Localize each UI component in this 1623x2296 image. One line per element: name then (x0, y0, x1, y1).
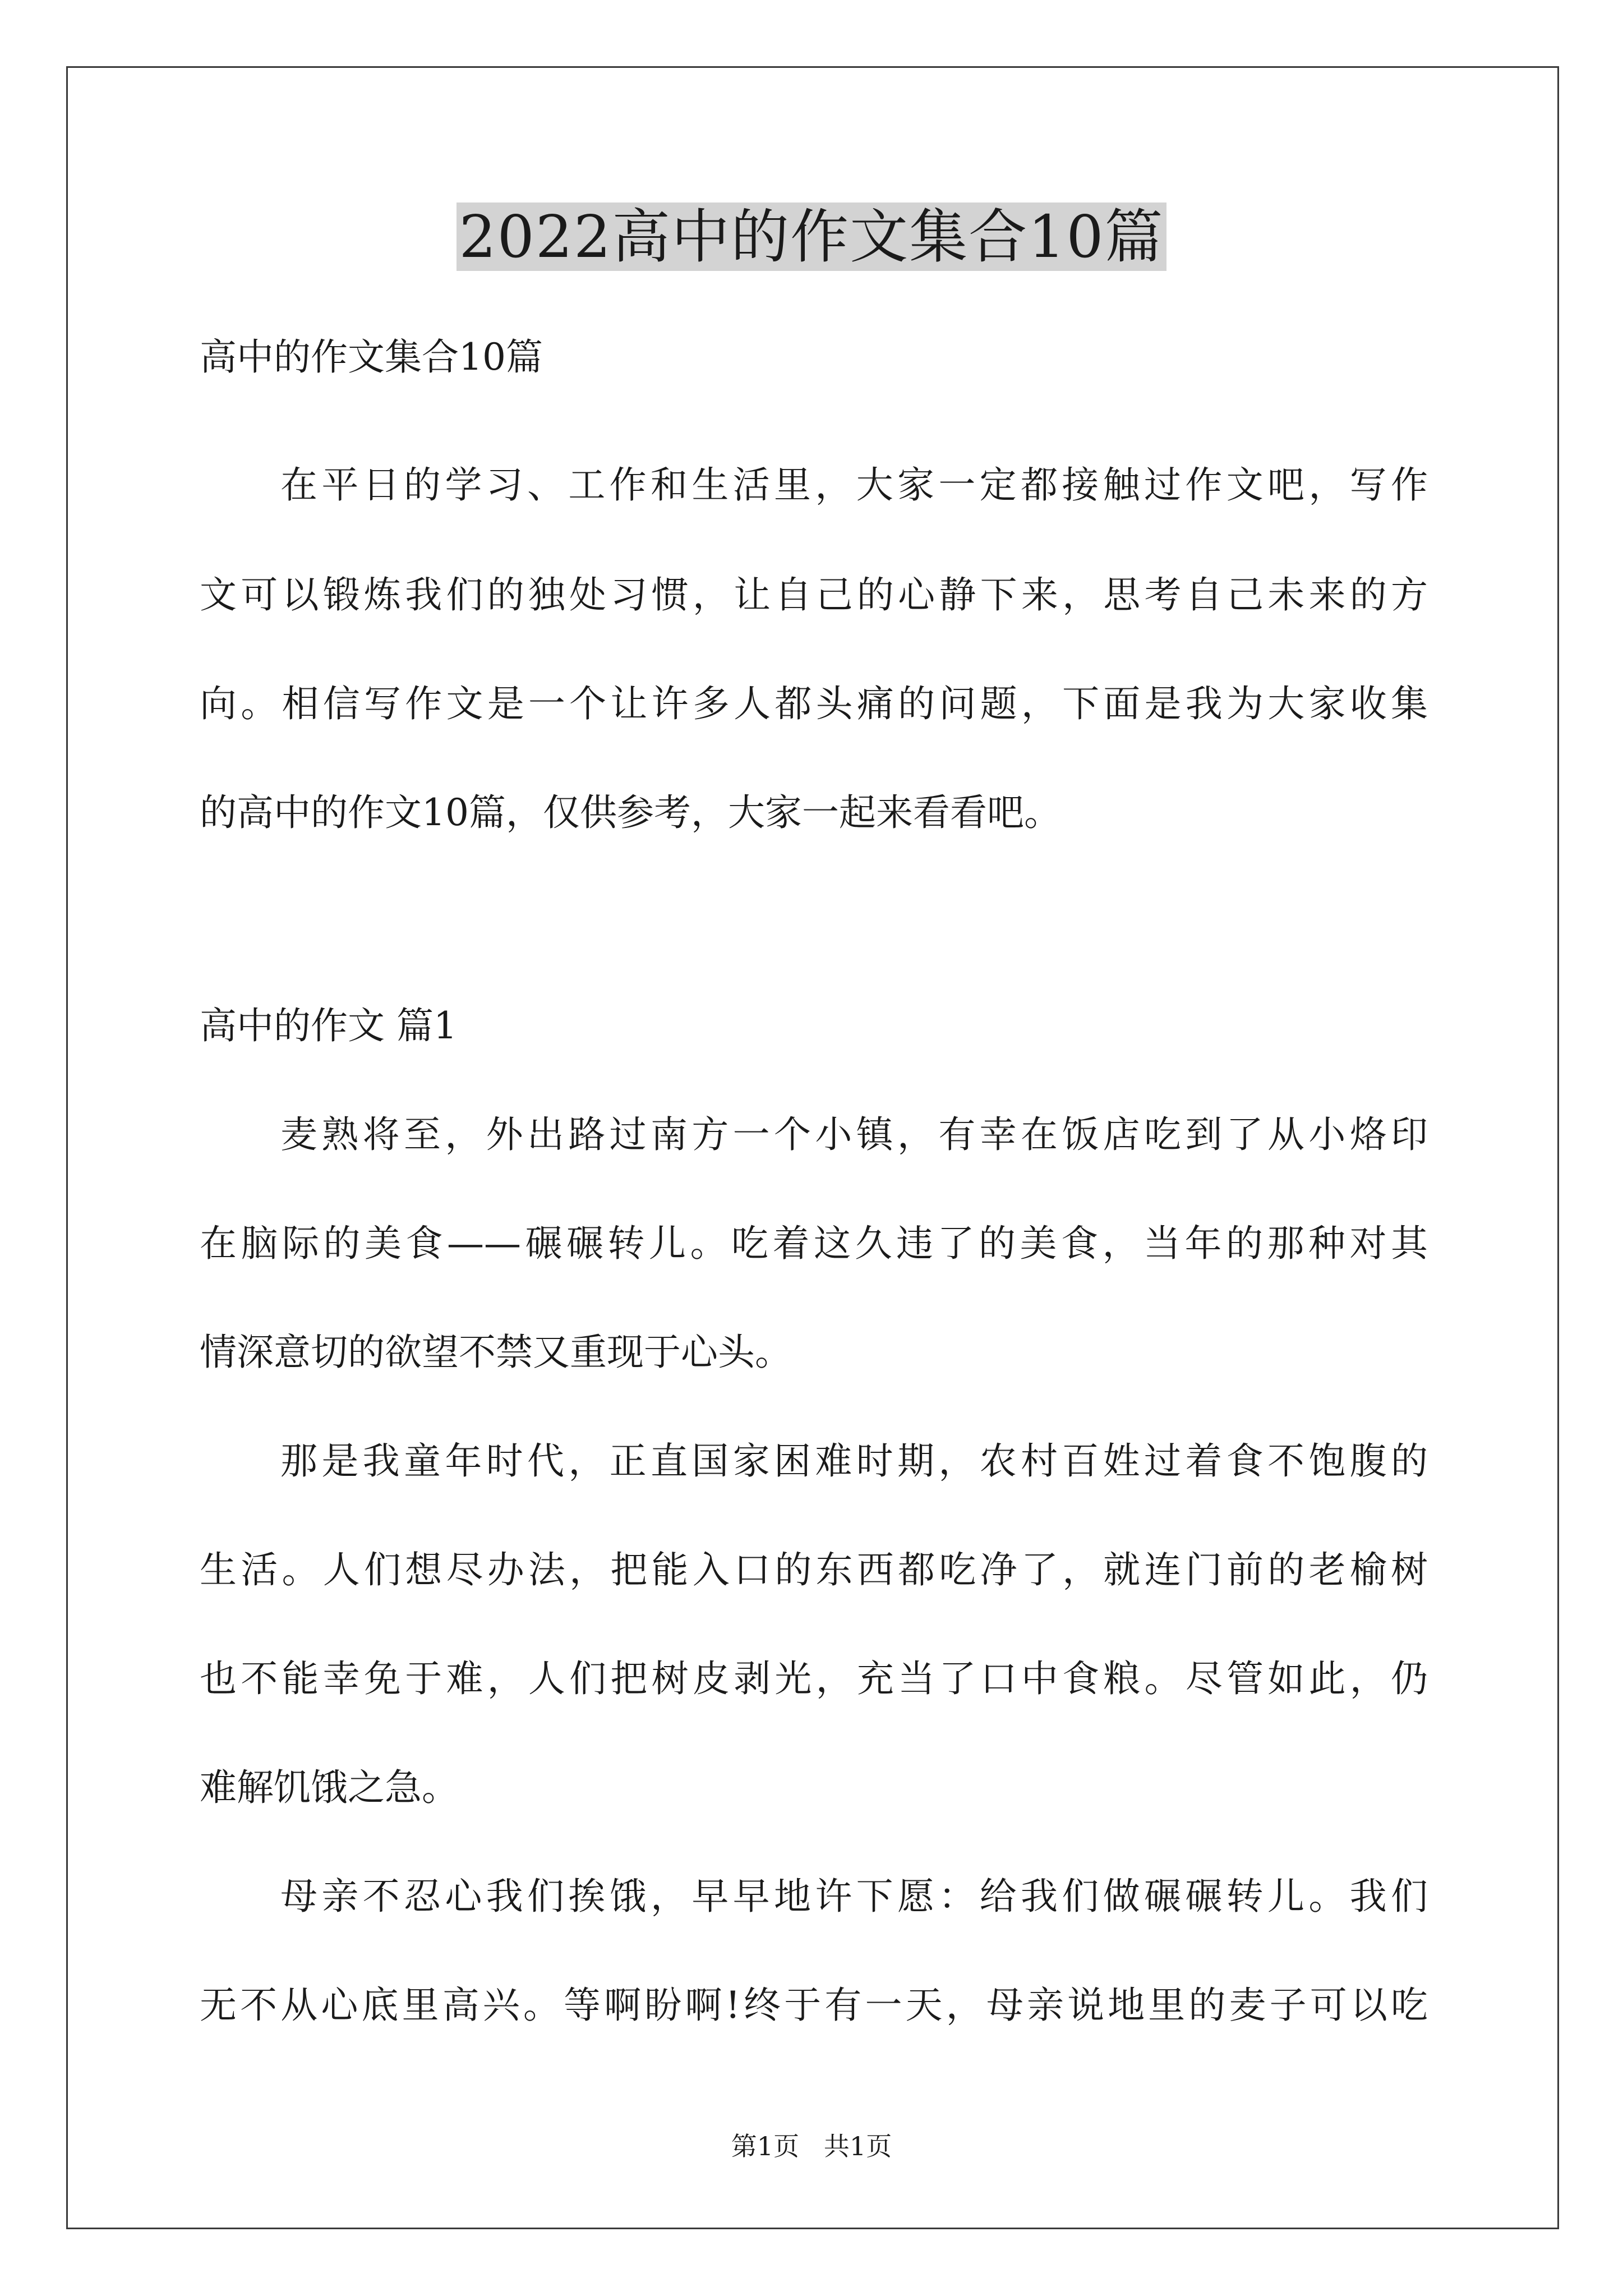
paragraph-line: 在平日的学习、工作和生活里，大家一定都接触过作文吧，写作 (280, 463, 1428, 507)
paragraph-line: 生活。人们想尽办法，把能入口的东西都吃净了，就连门前的老榆树 (200, 1548, 1428, 1591)
paragraph-line: 文可以锻炼我们的独处习惯，让自己的心静下来，思考自己未来的方 (200, 573, 1428, 616)
paragraph-line: 在脑际的美食——碾碾转儿。吃着这久违了的美食，当年的那种对其 (200, 1222, 1428, 1265)
page-footer: 第1页 共1页 (731, 2131, 892, 2161)
paragraph-line: 母亲不忍心我们挨饿，早早地许下愿：给我们做碾碾转儿。我们 (280, 1875, 1428, 1918)
subtitle-line: 高中的作文集合10篇 (200, 335, 543, 379)
paragraph-line: 的高中的作文10篇，仅供参考，大家一起来看看吧。 (200, 791, 1061, 834)
paragraph-line: 那是我童年时代，正直国家困难时期，农村百姓过着食不饱腹的 (280, 1439, 1428, 1483)
section-heading: 高中的作文 篇1 (200, 1004, 457, 1047)
paragraph-line: 无不从心底里高兴。等啊盼啊!终于有一天，母亲说地里的麦子可以吃 (200, 1984, 1428, 2027)
paragraph-line: 难解饥饿之急。 (200, 1766, 459, 1809)
paragraph-line: 麦熟将至，外出路过南方一个小镇，有幸在饭店吃到了从小烙印 (280, 1113, 1428, 1156)
document-title (0, 197, 1623, 276)
paragraph-line: 情深意切的欲望不禁又重现于心头。 (200, 1331, 792, 1374)
paragraph-line: 也不能幸免于难，人们把树皮剥光，充当了口中食粮。尽管如此，仍 (200, 1657, 1428, 1700)
document-title-text: 2022高中的作文集合10篇 (457, 203, 1166, 271)
paragraph-line: 向。相信写作文是一个让许多人都头痛的问题，下面是我为大家收集 (200, 682, 1428, 725)
